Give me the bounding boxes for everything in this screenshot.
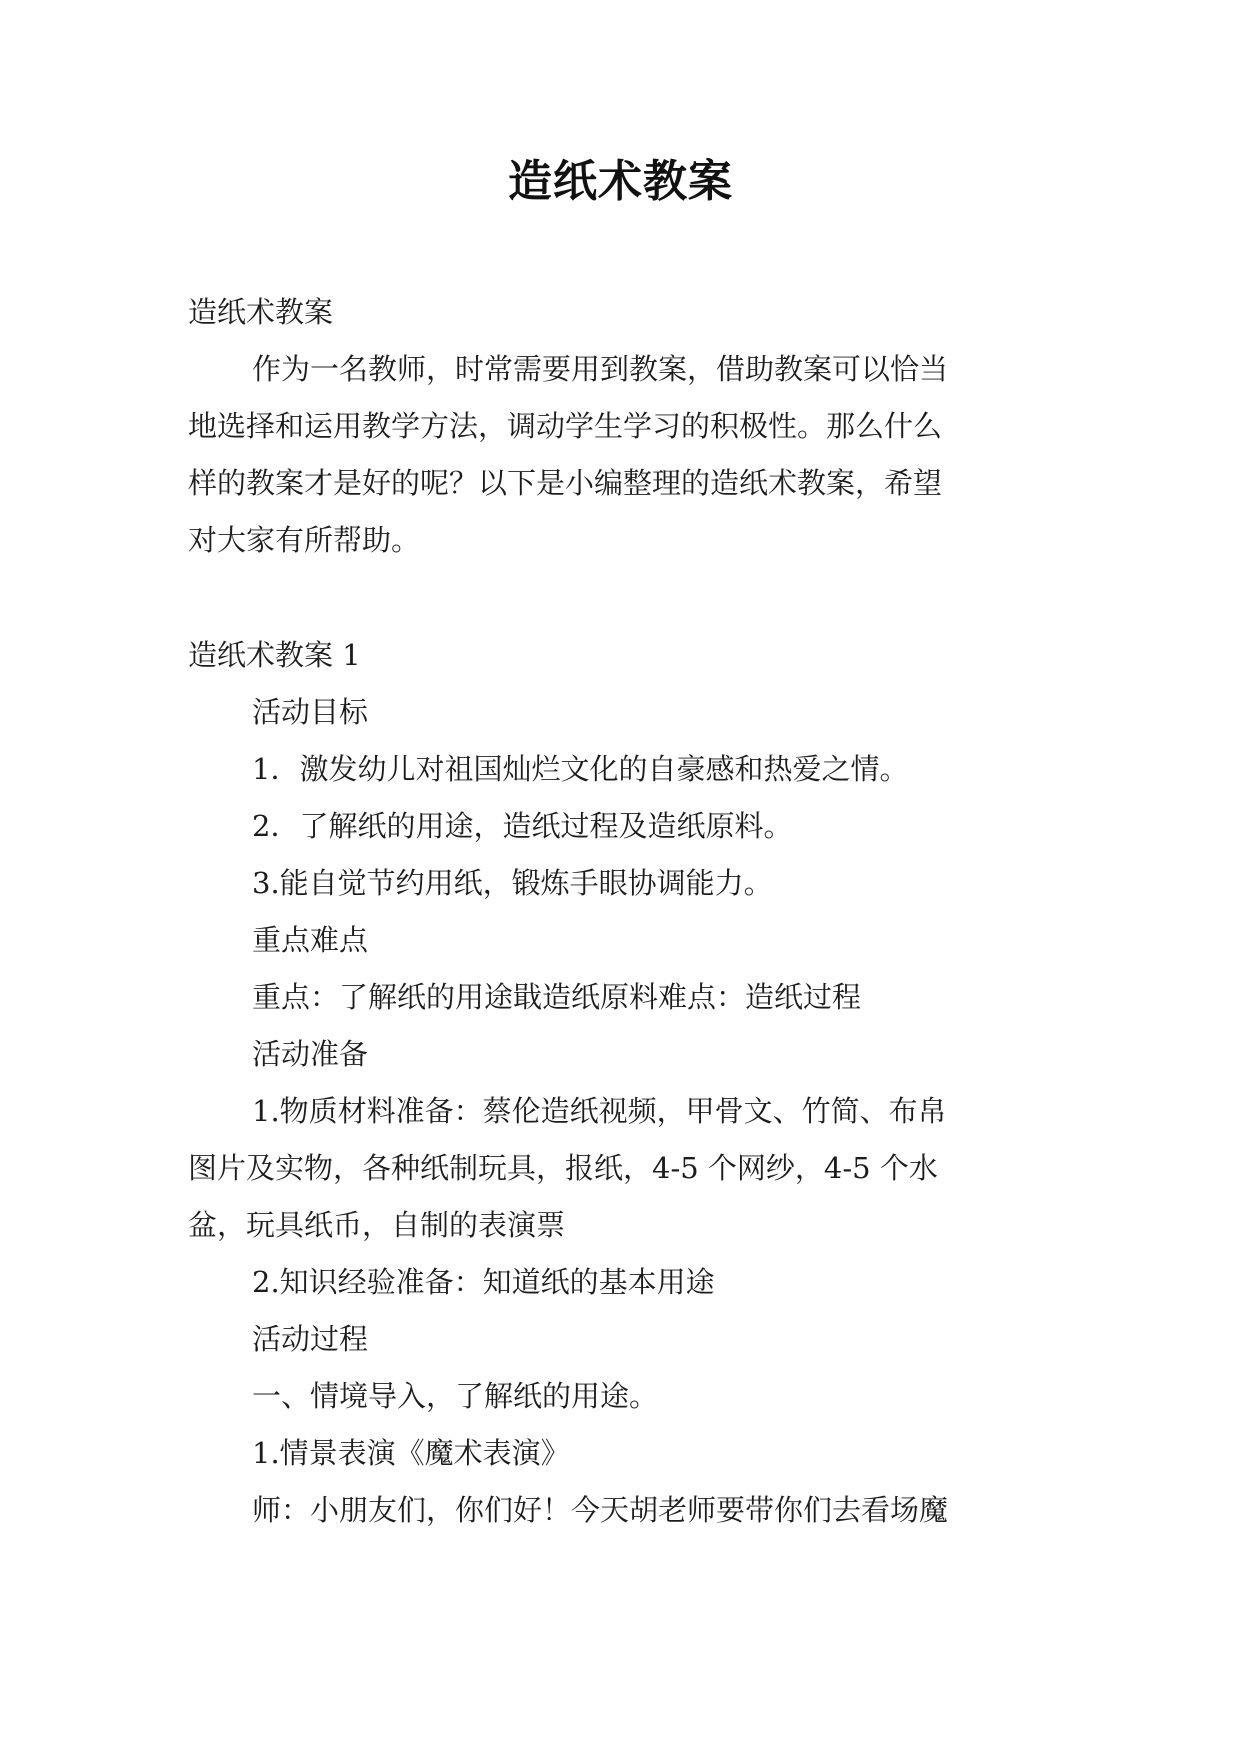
intro-paragraph-line: 作为一名教师，时常需要用到教案，借助教案可以恰当	[252, 352, 949, 386]
key-points-text: 重点：了解纸的用途戢造纸原料难点：造纸过程	[252, 980, 862, 1014]
preparation-item: 2.知识经验准备：知道纸的基本用途	[252, 1265, 715, 1299]
preparation-item: 1.物质材料准备：蔡伦造纸视频，甲骨文、竹简、布帛	[252, 1094, 947, 1128]
document-title: 造纸术教案	[508, 156, 733, 207]
subheading-key-points: 重点难点	[252, 923, 369, 957]
intro-paragraph-line: 地选择和运用教学方法，调动学生学习的积极性。那么什么	[188, 409, 943, 443]
preparation-item-continued: 盆，玩具纸币，自制的表演票	[188, 1208, 566, 1242]
intro-paragraph-line: 样的教案才是好的呢？以下是小编整理的造纸术教案，希望	[188, 466, 943, 500]
intro-paragraph-line: 对大家有所帮助。	[188, 523, 421, 557]
goal-item: 3.能自觉节约用纸，锻炼手眼协调能力。	[252, 866, 773, 900]
subheading-activity-preparation: 活动准备	[252, 1037, 369, 1071]
dialogue-line: 师：小朋友们，你们好！今天胡老师要带你们去看场魔	[252, 1493, 949, 1527]
goal-item: 2．了解纸的用途，造纸过程及造纸原料。	[252, 809, 793, 843]
intro-heading: 造纸术教案	[188, 295, 334, 329]
process-step-item: 1.情景表演《魔术表演》	[252, 1436, 570, 1470]
section-heading: 造纸术教案 1	[188, 638, 361, 672]
preparation-item-continued: 图片及实物，各种纸制玩具，报纸，4-5 个网纱，4-5 个水	[188, 1151, 938, 1185]
subheading-activity-process: 活动过程	[252, 1322, 369, 1356]
goal-item: 1．激发幼儿对祖国灿烂文化的自豪感和热爱之情。	[252, 752, 909, 786]
subheading-activity-goals: 活动目标	[252, 695, 369, 729]
process-step-heading: 一、情境导入，了解纸的用途。	[252, 1379, 659, 1413]
